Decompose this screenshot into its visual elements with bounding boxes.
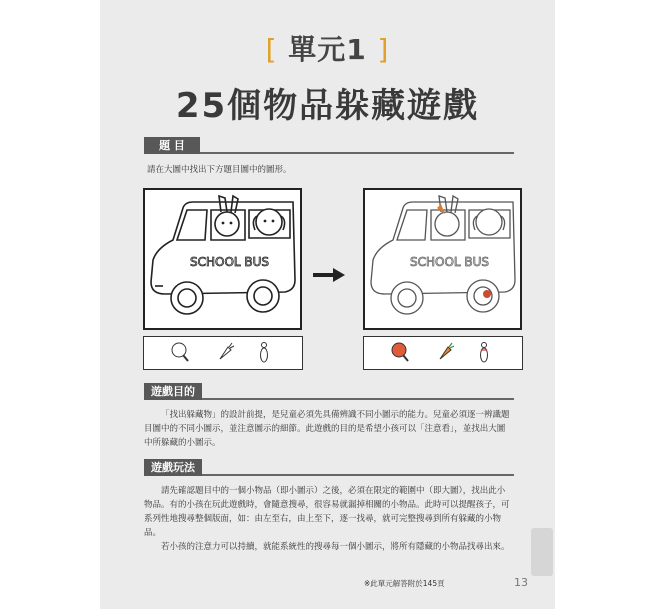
hidden-carrot-icon xyxy=(437,204,445,214)
howto-text-2: 若小孩的注意力可以持續，就能系統性的搜尋每一個小圖示，將所有隱藏的小物品找尋出來。 xyxy=(161,542,510,552)
bus-illustration-right xyxy=(363,188,522,330)
unit-label: 單元1 xyxy=(288,33,367,66)
section-label-topic: 題 目 xyxy=(144,137,200,154)
bowling-pin-icon xyxy=(481,343,488,363)
section-label-purpose: 遊戲目的 xyxy=(144,383,202,400)
bus-sign-right: SCHOOL BUS xyxy=(410,255,490,269)
page-number: 13 xyxy=(514,576,528,589)
hidden-paddle-icon xyxy=(483,290,491,298)
section-label-howto: 遊戲玩法 xyxy=(144,459,202,476)
purpose-text: 「找出躲藏物」的設計前提，是兒童必須先具備辨識不同小圖示的能力。兒童必須逐一辨識題目圖中的不同小圖示，並注意圖示的細節。此遊戲的目的是希望小孩可以「注意看」，並找出大圖中所躲藏的小圖示。 xyxy=(144,410,510,448)
bus-illustration-left xyxy=(143,188,302,330)
carrot-icon xyxy=(440,343,454,359)
book-page xyxy=(100,0,555,609)
purpose-paragraph xyxy=(144,408,512,450)
bowling-pin-icon xyxy=(261,343,268,363)
howto-paragraph xyxy=(144,484,512,554)
bus-sign-left: SCHOOL BUS xyxy=(190,255,270,269)
bus-drawing xyxy=(145,190,300,328)
carrot-icon xyxy=(220,343,234,359)
unit-heading xyxy=(100,28,555,68)
unit-bracket-close: ] xyxy=(377,33,390,66)
howto-text-1: 請先確認題目中的一個小物品（即小圖示）之後，必須在限定的範圍中（即大圖），找出此小物品。有的小孩在玩此遊戲時，會隨意搜尋，很容易就漏掉相關的小物品。此時可以提醒孩子，可系列性地搜尋整個版面，如：由左至右，由上至下，逐一找尋，就可完整搜尋到所有躲藏的小物品。 xyxy=(144,486,510,538)
ping-pong-paddle-icon xyxy=(172,343,188,361)
answer-footnote: ※此單元解答附於145頁 xyxy=(364,579,445,588)
target-icons-left xyxy=(143,336,303,370)
watermark-logo-icon xyxy=(527,520,555,580)
bus-drawing-hidden-objects xyxy=(365,190,520,328)
arrow-right-icon xyxy=(313,268,345,282)
ping-pong-paddle-icon xyxy=(392,343,408,361)
target-icons-right xyxy=(363,336,523,370)
unit-bracket-open: [ xyxy=(265,33,278,66)
topic-instruction: 請在大圖中找出下方題目圖中的圖形。 xyxy=(147,165,292,175)
page-title: 25個物品躲藏遊戲 xyxy=(175,86,480,126)
